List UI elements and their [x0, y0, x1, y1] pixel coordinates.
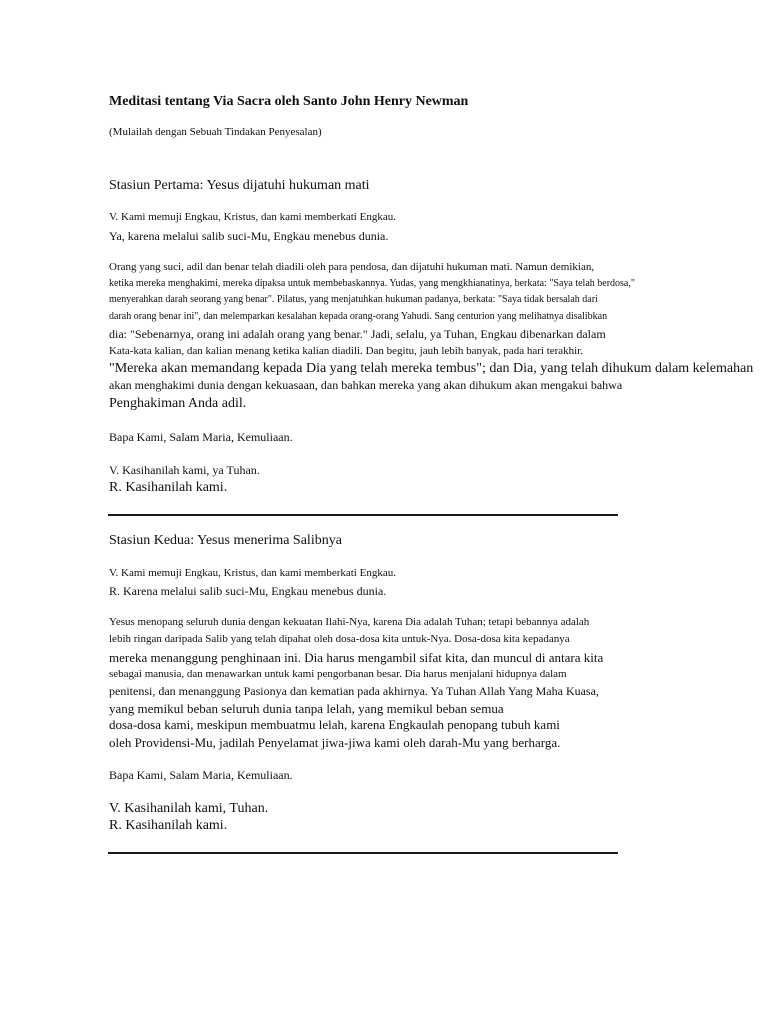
meditation-line: darah orang benar ini", dan melemparkan kesalahan kepada orang-orang Yahudi. Sang centurion yang melihatnya disalibkan: [109, 311, 608, 322]
versicle: V. Kami memuji Engkau, Kristus, dan kami memberkati Engkau.: [109, 567, 396, 579]
response: R. Karena melalui salib suci-Mu, Engkau menebus dunia.: [109, 584, 387, 598]
closing-versicle: V. Kasihanilah kami, ya Tuhan.: [109, 463, 260, 477]
closing-response: R. Kasihanilah kami.: [109, 480, 228, 495]
section-divider: [108, 514, 618, 516]
prayers: Bapa Kami, Salam Maria, Kemuliaan.: [109, 768, 293, 782]
document-title: Meditasi tentang Via Sacra oleh Santo John Henry Newman: [109, 94, 469, 109]
meditation-line: "Mereka akan memandang kepada Dia yang telah mereka tembus"; dan Dia, yang telah dihukum dalam kelemahan: [109, 361, 754, 376]
meditation-line: dosa-dosa kami, meskipun membuatmu lelah, karena Engkaulah penopang tubuh kami: [109, 717, 560, 732]
meditation-line: menyerahkan darah seorang yang benar". Pilatus, yang menjatuhkan hukuman padanya, berkata: "Saya tidak bersalah dari: [109, 294, 598, 305]
meditation-line: penitensi, dan menanggung Pasionya dan kematian pada akhirnya. Ya Tuhan Allah Yang Maha Kuasa,: [109, 684, 599, 698]
station-heading: Stasiun Kedua: Yesus menerima Salibnya: [109, 533, 342, 548]
meditation-line: mereka menanggung penghinaan ini. Dia harus mengambil sifat kita, dan muncul di antara kita: [109, 650, 604, 665]
section-divider: [108, 852, 618, 854]
meditation-line: Penghakiman Anda adil.: [109, 396, 247, 411]
meditation-line: akan menghakimi dunia dengan kekuasaan, dan bahkan mereka yang akan dihukum akan mengakui bahwa: [109, 378, 623, 392]
meditation-line: yang memikul beban seluruh dunia tanpa lelah, yang memikul beban semua: [109, 701, 504, 716]
document-subtitle: (Mulailah dengan Sebuah Tindakan Penyesalan): [109, 126, 322, 138]
meditation-line: oleh Providensi-Mu, jadilah Penyelamat jiwa-jiwa kami oleh darah-Mu yang berharga.: [109, 735, 561, 750]
meditation-line: Orang yang suci, adil dan benar telah diadili oleh para pendosa, dan dijatuhi hukuman mati. Namun demikian,: [109, 261, 595, 273]
prayers: Bapa Kami, Salam Maria, Kemuliaan.: [109, 430, 293, 444]
meditation-line: lebih ringan daripada Salib yang telah dipahat oleh dosa-dosa kita untuk-Nya. Dosa-dosa kita kepadanya: [109, 633, 570, 645]
meditation-line: Kata-kata kalian, dan kalian menang ketika kalian diadili. Dan begitu, jauh lebih banyak, pada hari terakhir.: [109, 345, 584, 357]
closing-versicle: V. Kasihanilah kami, Tuhan.: [109, 801, 269, 816]
closing-response: R. Kasihanilah kami.: [109, 818, 228, 833]
response: Ya, karena melalui salib suci-Mu, Engkau menebus dunia.: [109, 229, 389, 243]
meditation-line: dia: "Sebenarnya, orang ini adalah orang yang benar." Jadi, selalu, ya Tuhan, Engkau dibenarkan dalam: [109, 327, 606, 341]
versicle: V. Kami memuji Engkau, Kristus, dan kami memberkati Engkau.: [109, 211, 396, 223]
station-heading: Stasiun Pertama: Yesus dijatuhi hukuman mati: [109, 178, 370, 193]
meditation-line: ketika mereka menghakimi, mereka dipaksa untuk membebaskannya. Yudas, yang mengkhianatinya, berkata: "Saya telah berdosa,": [109, 278, 635, 289]
meditation-line: sebagai manusia, dan menawarkan untuk kami pengorbanan besar. Dia harus menjalani hidupnya dalam: [109, 668, 567, 680]
meditation-line: Yesus menopang seluruh dunia dengan kekuatan Ilahi-Nya, karena Dia adalah Tuhan; tetapi bebannya adalah: [109, 616, 590, 628]
